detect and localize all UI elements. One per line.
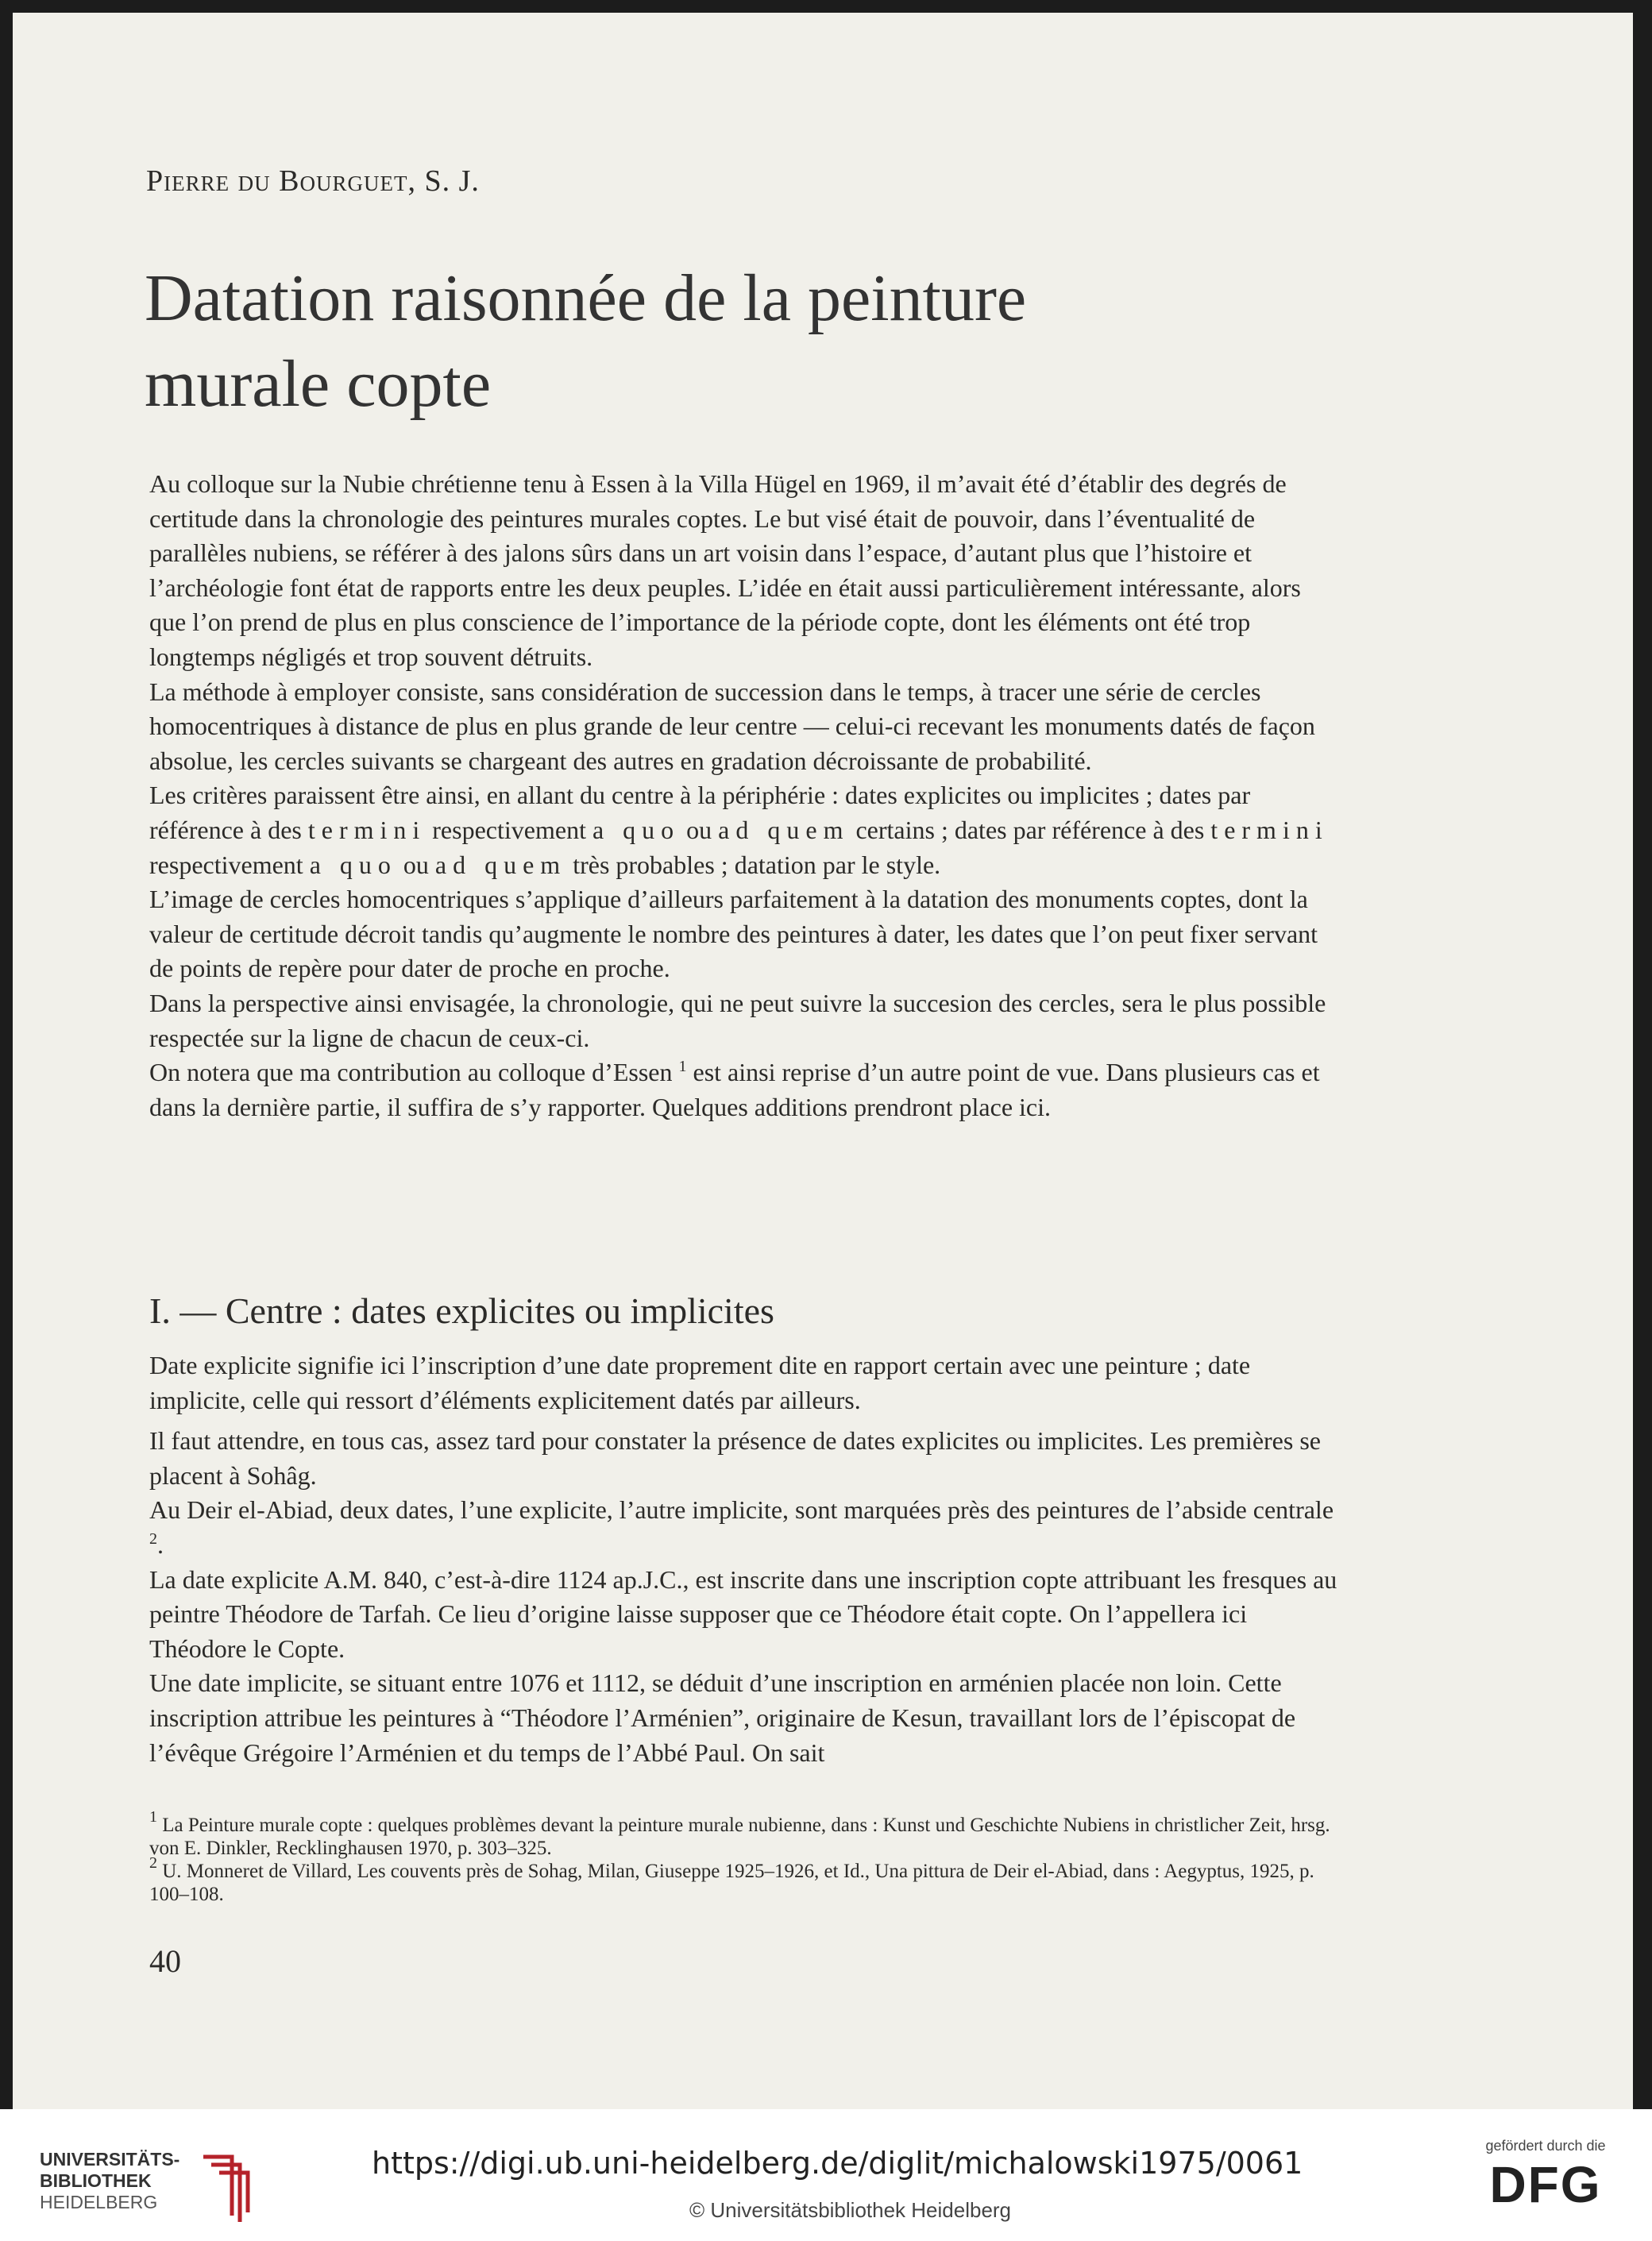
footnote (149, 1808, 1341, 1860)
footnote-text: La Peinture murale copte : quelques problèmes devant la peinture murale nubienne, dans : Kunst und Geschichte Nubiens in christlicher Zeit, hrsg. von E. Dinkler, Recklinghausen 1970, p. 303–325. (149, 1815, 1330, 1859)
intro-text (149, 467, 1341, 1124)
footnote-text: U. Monneret de Villard, Les couvents près de Sohag, Milan, Giuseppe 1925–1926, et Id., Una pittura de Deir el-Abiad, dans : Aegyptus, 1925, p. 100–108. (149, 1861, 1314, 1905)
scanned-page (13, 13, 1633, 2109)
library-name-line: BIBLIOTHEK (40, 2170, 152, 2191)
author-line (146, 164, 480, 199)
funding-label: gefördert durch die (1485, 2138, 1606, 2154)
library-name (40, 2149, 179, 2213)
author-name-part: ierre du (164, 164, 280, 198)
text-run: certains ; dates par référence à des (849, 815, 1211, 844)
paragraph: Il faut attendre, en tous cas, assez tard pour constater la présence de dates explicites ou implicites. Les premières se placent à Sohâg. (149, 1426, 1321, 1490)
library-emblem-icon (197, 2152, 261, 2224)
paragraph: La méthode à employer consiste, sans considération de succession dans le temps, à tracer une série de cercles homocentriques à distance de plus en plus grande de leur centre — celui-ci recevant les monuments datés de façon absolue, les cercles suivants se chargeant des autres en gradation décroissante de probabilité. (149, 677, 1315, 775)
text-run: ou (680, 815, 719, 844)
author-initial: P (146, 164, 164, 198)
section-heading: I. — Centre : dates explicites ou implicites (149, 1290, 774, 1331)
text-run: respectivement (149, 850, 310, 879)
page-url-link[interactable]: https://digi.ub.uni-heidelberg.de/diglit/michalowski1975/0061 (372, 2146, 1303, 2181)
copyright-notice: © Universitätsbibliothek Heidelberg (689, 2198, 1012, 2222)
footnote-reference[interactable]: 2 (149, 1529, 157, 1548)
library-name-line: UNIVERSITÄTS- (40, 2149, 180, 2170)
library-logo[interactable] (40, 2149, 270, 2228)
paragraph: Une date implicite, se situant entre 1076 et 1112, se déduit d’une inscription en arménien placée non loin. Cette inscription attribue les peintures à “Théodore l’Arménien”, originaire de Kesun, travaillant lors de l’épiscopat de l’évêque Grégoire l’Arménien et du temps de l’Abbé Paul. On sait (149, 1668, 1296, 1767)
spaced-term: termini (307, 815, 427, 844)
footnote-reference[interactable]: 1 (678, 1058, 687, 1076)
text-run: . (157, 1529, 164, 1559)
spaced-term: ad quem (434, 850, 567, 879)
author-name-part: ourguet (299, 164, 408, 198)
paragraph (149, 778, 1341, 882)
paragraph: Au colloque sur la Nubie chrétienne tenu à Essen à la Villa Hügel en 1969, il m’avait été d’établir des degrés de certitude dans la chronologie des peintures murales coptes. Le but visé était de pouvoir, dans l’éventualité de parallèles nubiens, se référer à des jalons sûrs dans un art voisin dans l’espace, d’autant plus que l’histoire et l’archéologie font état de rapports entre les deux peuples. L’idée en était aussi particulièrement intéressante, alors que l’on prend de plus en plus conscience de l’importance de la période copte, dont les éléments ont été trop longtemps négligés et trop souvent détruits. (149, 469, 1301, 671)
article-title (145, 256, 1026, 427)
text-run: respectivement (426, 815, 592, 844)
text-run: Les critères paraissent être ainsi, en allant du centre à la périphérie : dates explicites ou implicites ; dates par référence à des (149, 781, 1251, 844)
funding-org: DFG (1489, 2156, 1602, 2213)
spaced-term: a quo (309, 850, 397, 879)
text-run: est ainsi reprise d’un autre point de vue. Dans plusieurs cas et dans la dernière partie, il suffira de s’y rapporter. Quelques additions prendront place ici. (149, 1058, 1320, 1121)
paragraph: La date explicite A.M. 840, c’est-à-dire 1124 ap.J.C., est inscrite dans une inscription copte attribuant les fresques au peintre Théodore de Tarfah. Ce lieu d’origine laisse supposer que ce Théodore était copte. On l’appellera ici Théodore le Copte. (149, 1564, 1337, 1663)
author-suffix: , S. J. (407, 164, 480, 198)
paragraph (149, 1055, 1341, 1124)
footnotes (149, 1808, 1341, 1906)
footnote-mark: 2 (149, 1854, 157, 1872)
library-name-line: HEIDELBERG (40, 2192, 158, 2212)
paragraph: Date explicite signifie ici l’inscription d’une date proprement dite en rapport certain avec une peinture ; date implicite, celle qui ressort d’éléments explicitement datés par ailleurs. (149, 1351, 1251, 1414)
paragraph: Dans la perspective ainsi envisagée, la chronologie, qui ne peut suivre la succesion des cercles, sera le plus possible respectée sur la ligne de chacun de ceux-ci. (149, 988, 1326, 1052)
text-run: On notera que ma contribution au colloque d’Essen (149, 1058, 679, 1087)
funder-logo[interactable] (1466, 2138, 1625, 2215)
title-line: murale copte (145, 347, 492, 421)
text-run: très probables ; datation par le style. (566, 850, 941, 879)
paragraph: L’image de cercles homocentriques s’applique d’ailleurs parfaitement à la datation des monuments coptes, dont la valeur de certitude décroit tandis qu’augmente le nombre des peintures à dater, les dates que l’on peut fixer servant de points de repère pour dater de proche en proche. (149, 885, 1318, 983)
text-run: ou (396, 850, 435, 879)
footnote-mark: 1 (149, 1808, 157, 1826)
text-run: Au Deir el-Abiad, deux dates, l’une explicite, l’autre implicite, sont marquées près des peintures de l’abside centrale (149, 1495, 1334, 1525)
section-text (149, 1348, 1341, 1770)
spaced-term: termini (1210, 815, 1329, 844)
author-initial: B (279, 164, 300, 198)
page-number: 40 (149, 1943, 181, 1979)
spaced-term: ad quem (718, 815, 850, 844)
spaced-term: a quo (592, 815, 681, 844)
title-line: Datation raisonnée de la peinture (145, 261, 1027, 335)
paragraph (149, 1493, 1341, 1562)
footnote (149, 1854, 1341, 1906)
viewer-footer (0, 2109, 1652, 2241)
